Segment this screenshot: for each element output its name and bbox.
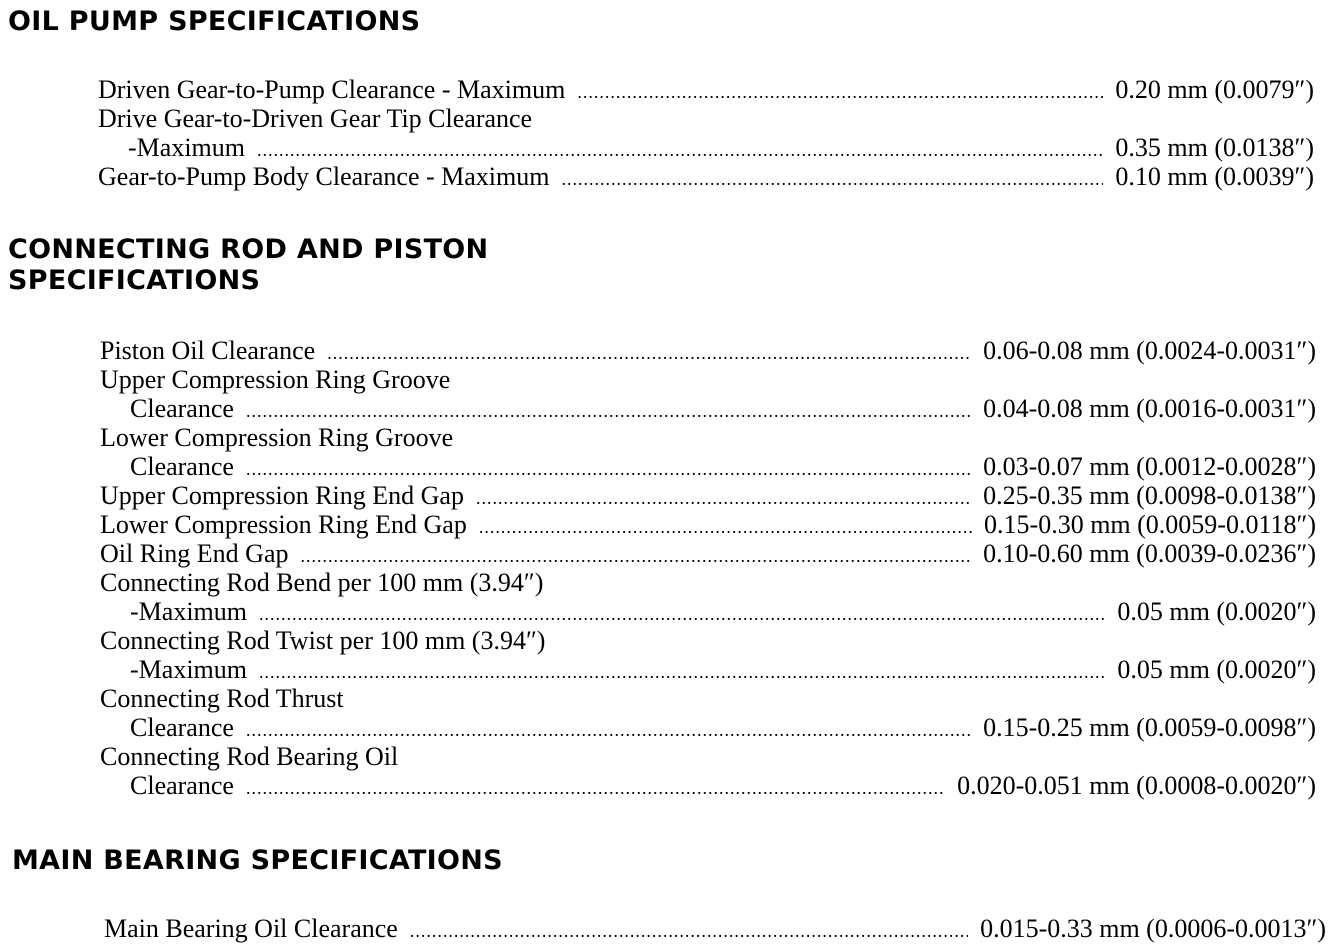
dot-leader <box>479 513 972 542</box>
spec-lower-ring-end-gap <box>100 510 1316 539</box>
spec-rod-twist <box>100 626 1316 684</box>
section-heading-line: SPECIFICATIONS <box>8 265 261 296</box>
spec-rod-thrust-clearance <box>100 684 1316 742</box>
spec-value: 0.015-0.33 mm (0.0006-0.0013″) <box>980 914 1326 943</box>
spec-rod-bearing-oil-clearance <box>100 742 1316 800</box>
spec-label: Connecting Rod Twist per 100 mm (3.94″) <box>100 626 546 655</box>
spec-value: 0.06-0.08 mm (0.0024-0.0031″) <box>983 336 1316 365</box>
spec-value: 0.04-0.08 mm (0.0016-0.0031″) <box>983 394 1316 423</box>
spec-label: Oil Ring End Gap <box>100 539 289 568</box>
spec-list-oil-pump <box>98 75 1314 191</box>
spec-value: 0.35 mm (0.0138″) <box>1115 133 1314 162</box>
spec-value: 0.15-0.30 mm (0.0059-0.0118″) <box>984 510 1316 539</box>
spec-list-connecting-rod-piston <box>100 336 1316 800</box>
section-heading-line: CONNECTING ROD AND PISTON <box>8 234 489 265</box>
dot-leader <box>476 484 971 513</box>
spec-driven-gear-to-pump-clearance <box>98 75 1314 104</box>
spec-label-continued: Clearance <box>130 771 234 800</box>
dot-leader <box>246 455 971 484</box>
dot-leader <box>259 600 1105 629</box>
spec-value: 0.15-0.25 mm (0.0059-0.0098″) <box>983 713 1316 742</box>
spec-value: 0.03-0.07 mm (0.0012-0.0028″) <box>983 452 1316 481</box>
spec-label-continued: -Maximum <box>130 655 247 684</box>
dot-leader <box>257 136 1103 165</box>
spec-lower-ring-groove-clearance <box>100 423 1316 481</box>
spec-label: Lower Compression Ring Groove <box>100 423 454 452</box>
section-heading-main-bearing <box>12 845 503 876</box>
spec-label-continued: Clearance <box>130 713 234 742</box>
section-heading-connecting-rod-piston <box>8 234 488 296</box>
spec-label: Upper Compression Ring End Gap <box>100 481 464 510</box>
section-heading-line: OIL PUMP SPECIFICATIONS <box>8 6 421 37</box>
spec-label: Drive Gear-to-Driven Gear Tip Clearance <box>98 104 533 133</box>
spec-upper-ring-groove-clearance <box>100 365 1316 423</box>
spec-label: Connecting Rod Bend per 100 mm (3.94″) <box>100 568 544 597</box>
spec-drive-gear-tip-clearance <box>98 104 1314 162</box>
dot-leader <box>246 774 945 803</box>
spec-label-continued: Clearance <box>130 452 234 481</box>
spec-value: 0.05 mm (0.0020″) <box>1117 655 1316 684</box>
spec-label: Driven Gear-to-Pump Clearance - Maximum <box>98 75 566 104</box>
spec-label-continued: Clearance <box>130 394 234 423</box>
dot-leader <box>301 542 972 571</box>
spec-piston-oil-clearance <box>100 336 1316 365</box>
spec-rod-bend <box>100 568 1316 626</box>
spec-list-main-bearing <box>104 914 1326 943</box>
section-heading-oil-pump <box>8 6 420 37</box>
spec-value: 0.10-0.60 mm (0.0039-0.0236″) <box>983 539 1316 568</box>
spec-label: Connecting Rod Bearing Oil <box>100 742 399 771</box>
dot-leader <box>410 917 968 946</box>
spec-value: 0.020-0.051 mm (0.0008-0.0020″) <box>957 771 1316 800</box>
spec-label-continued: -Maximum <box>128 133 245 162</box>
spec-value: 0.05 mm (0.0020″) <box>1117 597 1316 626</box>
spec-main-bearing-oil-clearance <box>104 914 1326 943</box>
spec-label: Lower Compression Ring End Gap <box>100 510 467 539</box>
spec-label: Gear-to-Pump Body Clearance - Maximum <box>98 162 550 191</box>
spec-upper-ring-end-gap <box>100 481 1316 510</box>
spec-label: Main Bearing Oil Clearance <box>104 914 398 943</box>
spec-gear-to-pump-body-clearance <box>98 162 1314 191</box>
spec-oil-ring-end-gap <box>100 539 1316 568</box>
dot-leader <box>561 165 1103 194</box>
dot-leader <box>259 658 1105 687</box>
dot-leader <box>246 716 971 745</box>
spec-value: 0.10 mm (0.0039″) <box>1115 162 1314 191</box>
spec-value: 0.25-0.35 mm (0.0098-0.0138″) <box>983 481 1316 510</box>
spec-value: 0.20 mm (0.0079″) <box>1115 75 1314 104</box>
spec-label: Upper Compression Ring Groove <box>100 365 451 394</box>
section-heading-line: MAIN BEARING SPECIFICATIONS <box>12 845 503 876</box>
dot-leader <box>327 339 971 368</box>
spec-label: Connecting Rod Thrust <box>100 684 344 713</box>
dot-leader <box>577 78 1103 107</box>
dot-leader <box>246 397 971 426</box>
spec-label-continued: -Maximum <box>130 597 247 626</box>
spec-label: Piston Oil Clearance <box>100 336 316 365</box>
